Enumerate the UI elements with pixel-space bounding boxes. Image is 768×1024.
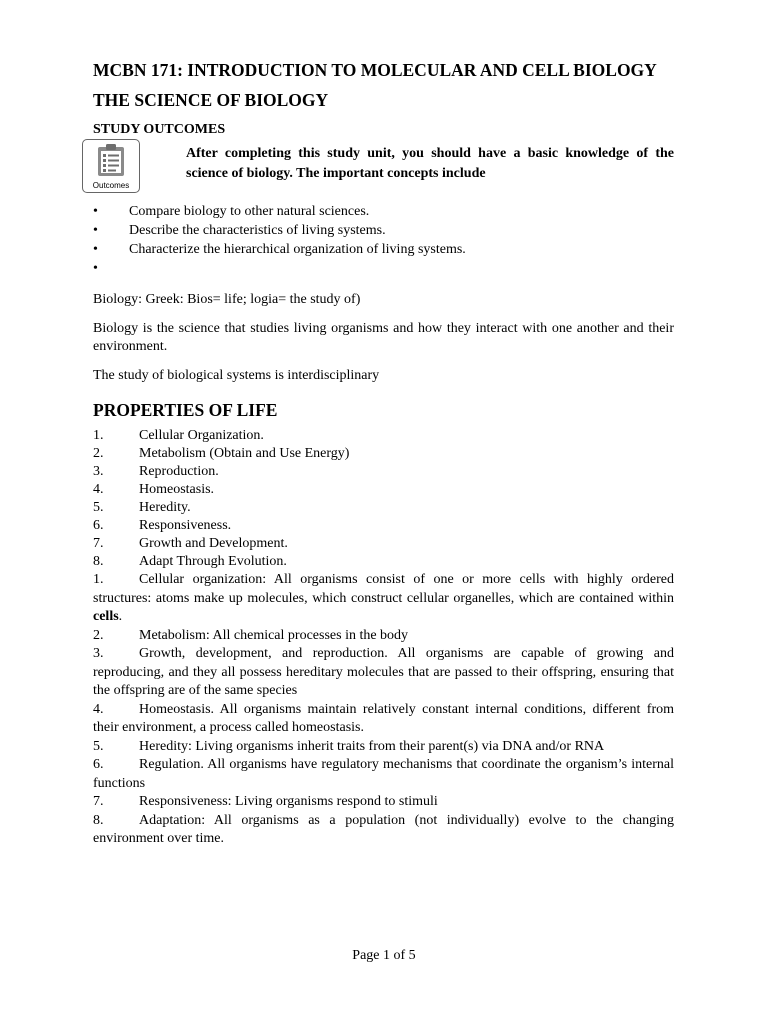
bullet-icon: •: [93, 242, 98, 257]
detail-paragraph-1: 1. Cellular organization: All organisms consist of one or more cells with highly ordered structures: atoms make up molecules, which construct cellular organelles, which are contained within cells.: [93, 572, 674, 624]
outcomes-intro: After completing this study unit, you should have a basic knowledge of the science of biology. The important concepts include: [186, 146, 674, 181]
detail-paragraph-4: 4. Homeostasis. All organisms maintain relatively constant internal conditions, different from their environment, a process called homeostasis.: [93, 701, 674, 735]
detail-paragraph-5: 5. Heredity: Living organisms inherit traits from their parent(s) via DNA and/or RNA: [93, 738, 605, 754]
list-item: 8. Adapt Through Evolution.: [93, 554, 287, 569]
list-item: • Compare biology to other natural sciences.: [93, 204, 370, 219]
list-item: 6. Responsiveness.: [93, 518, 232, 533]
course-title: MCBN 171: INTRODUCTION TO MOLECULAR AND CELL BIOLOGY: [93, 60, 657, 80]
bullet-icon: •: [93, 261, 98, 276]
list-item: 7. Growth and Development.: [93, 536, 288, 551]
list-item: 3. Reproduction.: [93, 464, 219, 479]
document-content: [93, 60, 674, 849]
outcomes-badge: [82, 139, 140, 193]
list-item: 1. Cellular Organization.: [93, 428, 264, 443]
list-item: 2. Metabolism (Obtain and Use Energy): [93, 446, 350, 461]
page-footer: Page 1 of 5: [352, 948, 416, 963]
detail-paragraph-8: 8. Adaptation: All organisms as a population (not individually) evolve to the changing environment over time.: [93, 812, 674, 846]
clipboard-checklist-icon: [96, 143, 126, 177]
list-item: • Characterize the hierarchical organization of living systems.: [93, 242, 466, 257]
detail-paragraph-3: 3. Growth, development, and reproduction. All organisms are capable of growing and reproducing, and they all possess hereditary molecules that are passed to their offspring, ensuring that the offspring are of the same species: [93, 646, 674, 698]
detail-paragraph-6: 6. Regulation. All organisms have regulatory mechanisms that coordinate the organism’s internal functions: [93, 757, 674, 791]
list-item: 4. Homeostasis.: [93, 482, 215, 497]
outcomes-label: Outcomes: [92, 181, 130, 190]
detail-paragraph-2: 2. Metabolism: All chemical processes in the body: [93, 627, 409, 643]
interdisciplinary-paragraph: The study of biological systems is interdisciplinary: [93, 367, 380, 383]
properties-list: [93, 427, 674, 571]
list-item: • Describe the characteristics of living systems.: [93, 223, 386, 238]
detail-paragraph-7: 7. Responsiveness: Living organisms respond to stimuli: [93, 794, 438, 809]
properties-heading: PROPERTIES OF LIFE: [93, 400, 278, 420]
etymology-paragraph: Biology: Greek: Bios= life; logia= the study of): [93, 292, 361, 307]
study-outcomes-heading: STUDY OUTCOMES: [93, 122, 226, 137]
outcomes-list: [93, 202, 674, 278]
list-item: [93, 259, 674, 278]
section-title: THE SCIENCE OF BIOLOGY: [93, 90, 329, 110]
definition-paragraph: Biology is the science that studies living organisms and how they interact with one another and their environment.: [93, 320, 674, 354]
bullet-icon: •: [93, 223, 98, 238]
list-item: 5. Heredity.: [93, 500, 191, 515]
bullet-icon: •: [93, 204, 98, 219]
study-outcomes-block: [93, 144, 674, 200]
